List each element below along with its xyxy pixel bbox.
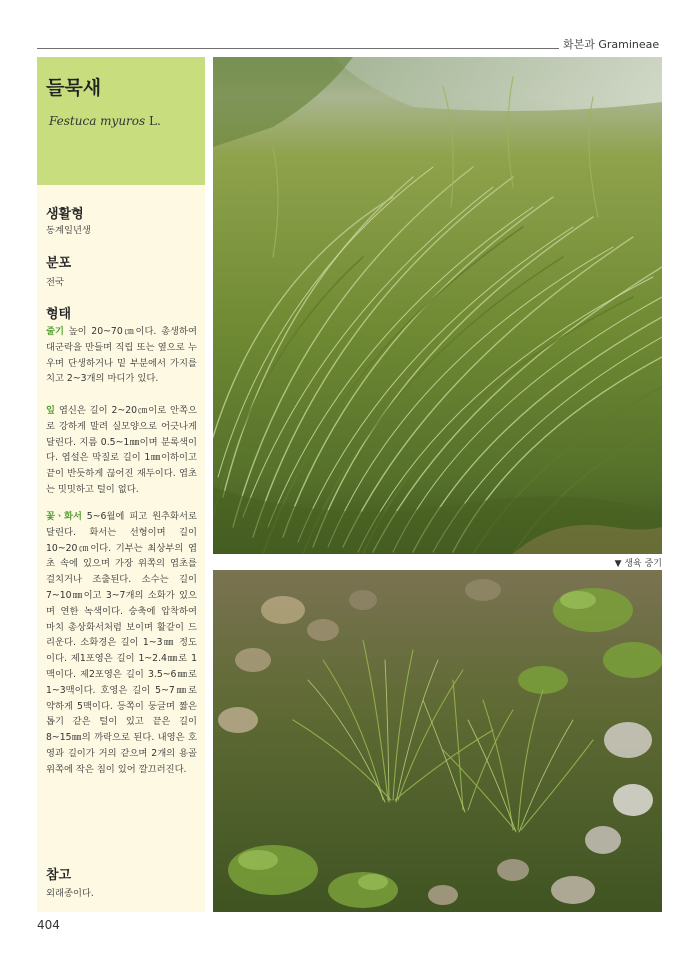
- leaf-paragraph: [46, 403, 197, 498]
- description-column: [37, 185, 205, 912]
- stem-text: 높이 20~70㎝이다. 총생하여 대군락을 만들며 직립 또는 옆으로 누우며 단생하거나 밑 부분에서 가지를 치고 2~3개의 마디가 있다.: [46, 326, 197, 385]
- morphology-heading: 형태: [46, 307, 72, 322]
- scientific-name: [49, 114, 161, 128]
- flower-text: 5~6월에 피고 원추화서로 달린다. 화서는 선형이며 길이 10~20㎝이다. 기부는 최상부의 엽초 속에 있으며 가장 위쪽의 엽초를 걸치거나 조출된다. 소수는 길이 7~10㎜이고 3~7개의 소화가 있으며 연한 녹색이다. 숭축에 압착하여 마치 총상화서처럼 보이며 활같이 드리운다. 소화경은 길이 1~3㎜ 정도이다. 제1포영은 길이 1~2.4㎜로 1맥이다. 제2포영은 길이 3.5~6㎜로 1~3맥이다. 호영은 길이 5~7㎜로 약하게 5맥이다. 등쪽이 둥글며 짧은 톱기 같은 털이 있고 끝은 길이 8~15㎜의 까락으로 된다. 내영은 호영과 길이가 거의 같으며 2개의 용골 위쪽에 작은 침이 있어 깔끄러진다.: [46, 511, 197, 775]
- distribution-heading: 분포: [46, 256, 72, 271]
- scientific-author: L.: [149, 114, 161, 128]
- notes-heading: 참고: [46, 868, 72, 883]
- life-form-heading: 생활형: [46, 207, 84, 222]
- korean-species-name: 들묵새: [46, 77, 102, 99]
- flower-label: 꽃ㆍ화서: [46, 511, 82, 522]
- distribution-text: 전국: [46, 277, 64, 288]
- header-rule: [37, 48, 559, 49]
- flower-paragraph: [46, 509, 197, 778]
- life-form-text: 동계일년생: [46, 225, 91, 236]
- stem-paragraph: [46, 324, 197, 387]
- notes-text: 외래종이다.: [46, 888, 94, 899]
- species-title-block: [37, 57, 205, 185]
- scientific-binomial: Festuca myuros: [49, 114, 146, 128]
- grass-tuft-photo: [213, 570, 662, 912]
- stem-label: 줄기: [46, 326, 64, 337]
- grass-stand-photo: [213, 57, 662, 554]
- page-number: 404: [37, 918, 60, 932]
- leaf-text: 엽신은 길이 2~20㎝이로 안쪽으로 강하게 말려 실모양으로 어긋나게 달린다. 지름 0.5~1㎜이며 분록색이다. 엽설은 막질로 길이 1㎜이하이고 끝이 반듯하게 끊어진 재두이다. 엽초는 밋밋하고 털이 없다.: [46, 405, 197, 495]
- photo-caption: ▼ 생육 중기: [614, 559, 662, 569]
- family-header: 화본과 Gramineae: [563, 38, 660, 51]
- leaf-label: 잎: [46, 405, 55, 416]
